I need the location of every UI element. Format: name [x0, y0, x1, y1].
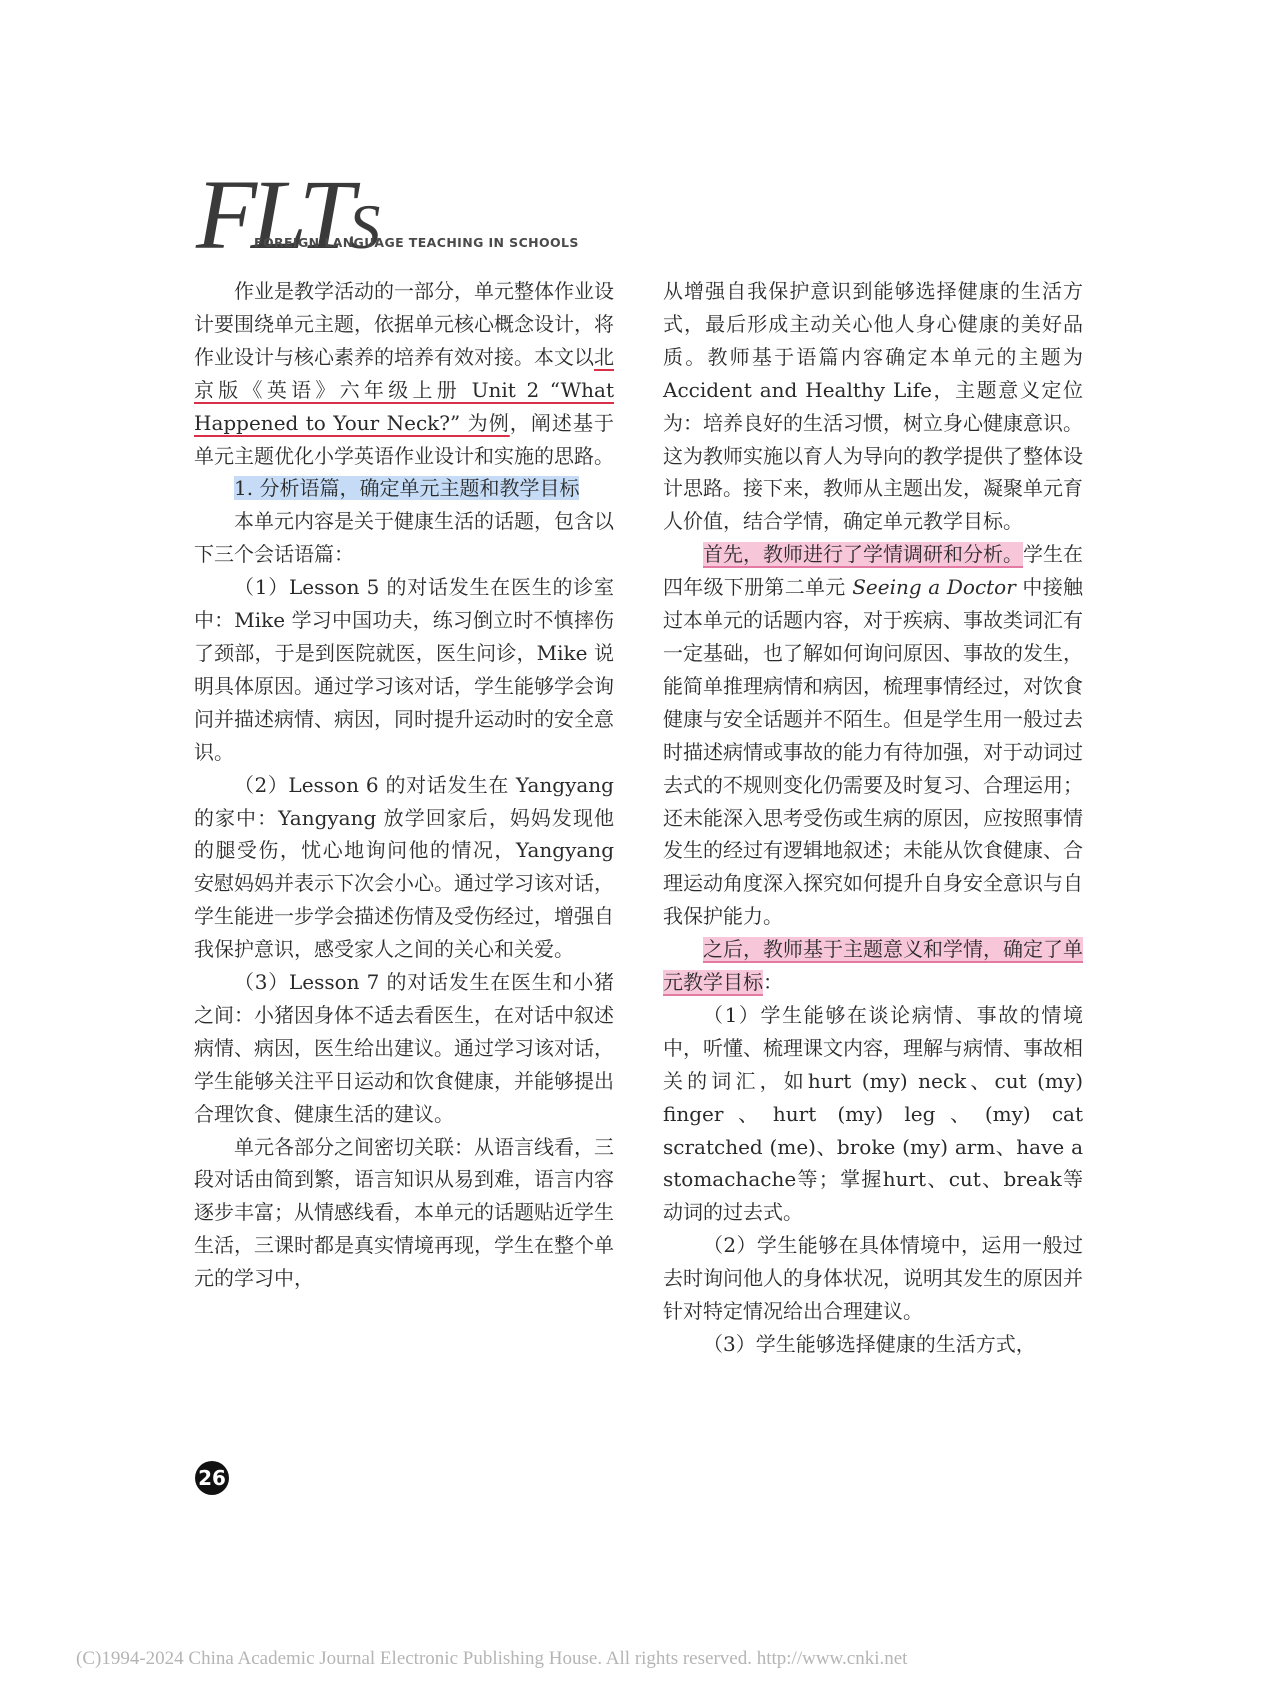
objective-3-paragraph: （3）学生能够选择健康的生活方式， — [703, 1332, 1036, 1356]
journal-subtitle: FOREIGN LANGUAGE TEACHING IN SCHOOLS — [254, 235, 579, 250]
theme-paragraph: 从增强自我保护意识到能够选择健康的生活方式，最后形成主动关心他人身心健康的美好品质。教师基于语篇内容确定本单元的主题为 Accident and Healthy Life，主题意义定位为：培养良好的生活习惯，树立身心健康意识。这为教师实施以育人为导向的教学提供了整体设计思路。接下来，教师从主题出发，凝聚单元育人价值，结合学情，确定单元教学目标。 — [663, 279, 1083, 534]
copyright-footer: (C)1994-2024 China Academic Journal Electronic Publishing House. All rights reserved. http://www.cnki.net — [76, 1648, 908, 1669]
learner-analysis-paragraph: 首先，教师进行了学情调研和分析。学生在四年级下册第二单元 Seeing a Doctor 中接触过本单元的话题内容，对于疾病、事故类词汇有一定基础，也了解如何询问原因、事故的发生，能简单推理病情和病因，梳理事情经过，对饮食健康与安全话题并不陌生。但是学生用一般过去时描述病情或事故的能力有待加强，对于动词过去式的不规则变化仍需要及时复习、合理运用；还未能深入思考受伤或生病的原因，应按照事情发生的经过有逻辑地叙述；未能从饮食健康、合理运动角度深入探究如何提升自身安全意识与自我保护能力。 — [663, 542, 1083, 929]
section-heading-1: 1. 分析语篇，确定单元主题和教学目标 — [234, 476, 580, 501]
objectives-intro-paragraph: 之后，教师基于主题意义和学情，确定了单元教学目标： — [663, 937, 1083, 995]
lesson-6-paragraph: （2）Lesson 6 的对话发生在 Yangyang 的家中：Yangyang 放学回家后，妈妈发现他的腿受伤，忧心地询问他的情况，Yangyang 安慰妈妈并表示下次会小心。通过学习该对话，学生能进一步学会描述伤情及受伤经过，增强自我保护意识，感受家人之间的关心和关爱。 — [194, 772, 614, 962]
textbook-reference: 北京版《英语》六年级上册 Unit 2 “What Happened to Your Neck?” 为例 — [194, 344, 614, 435]
objective-1-paragraph: （1）学生能够在谈论病情、事故的情境中，听懂、梳理课文内容，理解与病情、事故相关的词汇，如hurt (my) neck、cut (my) finger、hurt (my) leg、(my) cat scratched (me)、broke (my) arm、have a stomachache等；掌握hurt、cut、break等动词的过去式。 — [663, 1002, 1083, 1225]
lesson-5-paragraph: （1）Lesson 5 的对话发生在医生的诊室中：Mike 学习中国功夫，练习倒立时不慎摔伤了颈部，于是到医院就医，医生问诊，Mike 说明具体原因。通过学习该对话，学生能够学会询问并描述病情、病因，同时提升运动时的安全意识。 — [194, 575, 614, 764]
intro-paragraph: 作业是教学活动的一部分，单元整体作业设计要围绕单元主题，依据单元核心概念设计，将作业设计与核心素养的培养有效对接。本文以北京版《英语》六年级上册 Unit 2 “What Happened to Your Neck?” 为例，阐述基于单元主题优化小学英语作业设计和实施的思路。 — [194, 279, 615, 468]
objective-2-paragraph: （2）学生能够在具体情境中，运用一般过去时询问他人的身体状况，说明其发生的原因并针对特定情况给出合理建议。 — [663, 1233, 1083, 1324]
unit-connection-paragraph: 单元各部分之间密切关联：从语言线看，三段对话由简到繁，语言知识从易到难，语言内容逐步丰富；从情感线看，本单元的话题贴近学生生活，三课时都是真实情境再现，学生在整个单元的学习中， — [194, 1134, 614, 1291]
left-column — [194, 275, 614, 1295]
journal-masthead — [196, 159, 646, 270]
page-number: 26 — [195, 1461, 229, 1495]
unit-content-paragraph: 本单元内容是关于健康生活的话题，包含以下三个会话语篇： — [194, 509, 614, 567]
highlight-learner-analysis: 首先，教师进行了学情调研和分析。 — [703, 542, 1023, 567]
highlight-objectives: 之后，教师基于主题意义和学情，确定了单元教学目标 — [663, 937, 1083, 995]
lesson-7-paragraph: （3）Lesson 7 的对话发生在医生和小猪之间：小猪因身体不适去看医生，在对话中叙述病情、病因，医生给出建议。通过学习该对话，学生能够关注平日运动和饮食健康，并能够提出合理饮食、健康生活的建议。 — [194, 970, 614, 1126]
right-column — [663, 275, 1083, 1361]
journal-logo: FLTS — [196, 159, 379, 270]
